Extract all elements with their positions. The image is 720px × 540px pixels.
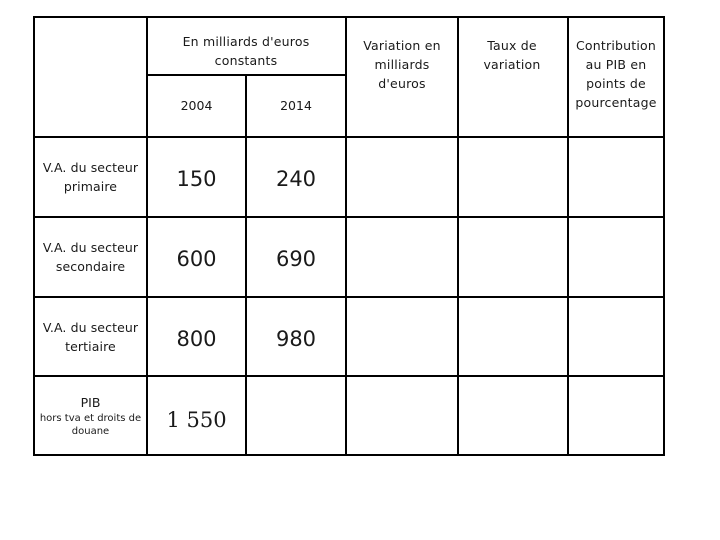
value-pib-2004: 1 550 bbox=[166, 407, 227, 432]
row-label-secondaire: V.A. du secteur secondaire bbox=[42, 240, 139, 274]
row-label-primaire: V.A. du secteur primaire bbox=[42, 160, 139, 194]
group-header: En milliards d'euros constants bbox=[182, 34, 310, 68]
table-border-bottom bbox=[33, 454, 665, 456]
year-2014-header: 2014 bbox=[280, 97, 312, 113]
year-2004-header: 2004 bbox=[180, 97, 213, 113]
value-tertiaire-2004: 800 bbox=[176, 326, 217, 351]
variation-header: Variation en milliards d'euros bbox=[363, 38, 441, 91]
value-primaire-2004: 150 bbox=[176, 167, 217, 191]
value-secondaire-2004: 600 bbox=[176, 247, 217, 271]
pib-sublabel: hors tva et droits de douane bbox=[39, 412, 142, 437]
table-border-right bbox=[663, 16, 665, 456]
col-separator bbox=[345, 16, 347, 456]
taux-header: Taux de variation bbox=[483, 38, 541, 72]
contribution-header: Contribution au PIB en points de pourcentage bbox=[575, 38, 657, 110]
row-label-pib bbox=[35, 377, 146, 454]
table-border-top bbox=[33, 16, 665, 18]
col-separator bbox=[457, 16, 459, 456]
value-pib-2014 bbox=[247, 381, 345, 458]
value-tertiaire-2014: 980 bbox=[275, 326, 317, 351]
data-table bbox=[33, 16, 665, 456]
pib-label: PIB bbox=[80, 394, 101, 410]
value-secondaire-2014: 690 bbox=[275, 247, 317, 271]
row-label-tertiaire: V.A. du secteur tertiaire bbox=[42, 319, 139, 354]
value-primaire-2014: 240 bbox=[275, 167, 317, 191]
